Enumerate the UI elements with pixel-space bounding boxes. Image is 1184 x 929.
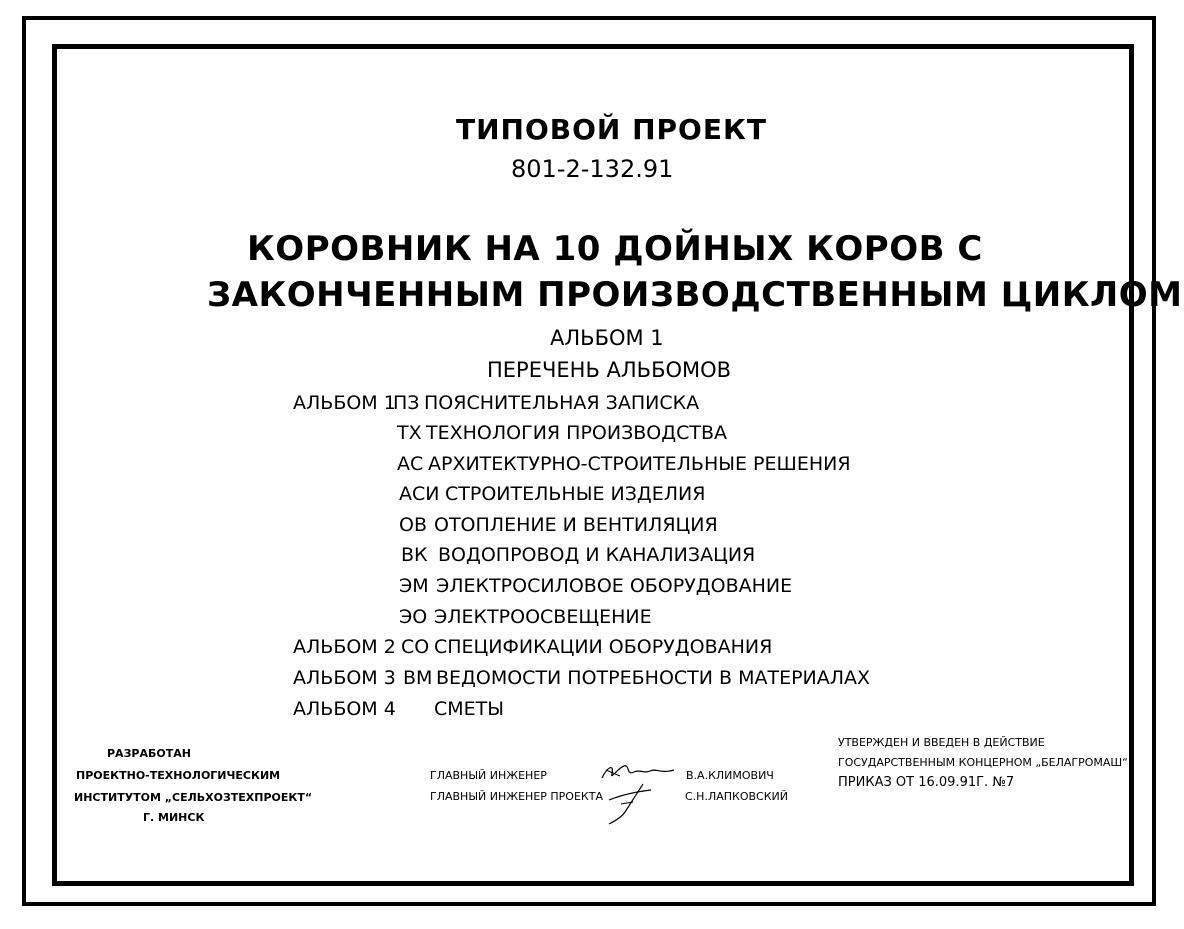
title-line-2: ЗАКОНЧЕННЫМ ПРОИЗВОДСТВЕННЫМ ЦИКЛОМ xyxy=(207,275,1183,315)
developer-line-2: ПРОЕКТНО-ТЕХНОЛОГИЧЕСКИМ xyxy=(76,769,281,782)
list-name: ЭЛЕКТРОСИЛОВОЕ ОБОРУДОВАНИЕ xyxy=(436,575,793,597)
type-project-heading: ТИПОВОЙ ПРОЕКТ xyxy=(456,113,767,146)
list-album: АЛЬБОМ 1 xyxy=(293,392,396,414)
list-name: ВЕДОМОСТИ ПОТРЕБНОСТИ В МАТЕРИАЛАХ xyxy=(436,667,871,689)
signature-2-image xyxy=(603,782,663,828)
list-name: ПОЯСНИТЕЛЬНАЯ ЗАПИСКА xyxy=(424,392,700,414)
list-code: ВМ xyxy=(403,667,433,689)
list-name: ОТОПЛЕНИЕ И ВЕНТИЛЯЦИЯ xyxy=(434,514,718,536)
developer-line-4: Г. МИНСК xyxy=(143,811,205,824)
chief-engineer-name: В.А.КЛИМОВИЧ xyxy=(686,769,774,782)
album-label: АЛЬБОМ 1 xyxy=(550,326,664,350)
list-code: ТХ xyxy=(397,422,422,444)
chief-project-engineer-role: ГЛАВНЫЙ ИНЖЕНЕР ПРОЕКТА xyxy=(430,790,603,803)
list-code: ПЗ xyxy=(393,392,420,414)
list-name: ТЕХНОЛОГИЯ ПРОИЗВОДСТВА xyxy=(426,422,727,444)
chief-project-engineer-name: С.Н.ЛАПКОВСКИЙ xyxy=(685,790,788,803)
list-code: АСИ xyxy=(399,483,440,505)
approval-line-1: УТВЕРЖДЕН И ВВЕДЕН В ДЕЙСТВИЕ xyxy=(838,736,1045,749)
list-code: СО xyxy=(401,636,430,658)
list-code: АС xyxy=(397,453,424,475)
list-album: АЛЬБОМ 3 xyxy=(293,667,396,689)
list-title: ПЕРЕЧЕНЬ АЛЬБОМОВ xyxy=(487,358,732,382)
developer-line-1: РАЗРАБОТАН xyxy=(107,747,191,760)
approval-line-3: ПРИКАЗ ОТ 16.09.91Г. №7 xyxy=(838,775,1015,790)
title-line-1: КОРОВНИК НА 10 ДОЙНЫХ КОРОВ С xyxy=(247,229,983,269)
list-name: СПЕЦИФИКАЦИИ ОБОРУДОВАНИЯ xyxy=(434,636,773,658)
project-code: 801-2-132.91 xyxy=(511,155,674,183)
list-name: АРХИТЕКТУРНО-СТРОИТЕЛЬНЫЕ РЕШЕНИЯ xyxy=(428,453,851,475)
list-code: ОВ xyxy=(399,514,427,536)
developer-line-3: ИНСТИТУТОМ „СЕЛЬХОЗТЕХПРОЕКТ“ xyxy=(74,791,313,804)
list-code: ВК xyxy=(401,544,428,566)
approval-line-2: ГОСУДАРСТВЕННЫМ КОНЦЕРНОМ „БЕЛАГРОМАШ“ xyxy=(838,756,1128,769)
list-name: СТРОИТЕЛЬНЫЕ ИЗДЕЛИЯ xyxy=(445,483,706,505)
list-code: ЭМ xyxy=(399,575,429,597)
list-code: ЭО xyxy=(399,606,428,628)
chief-engineer-role: ГЛАВНЫЙ ИНЖЕНЕР xyxy=(430,769,547,782)
list-name: ЭЛЕКТРООСВЕЩЕНИЕ xyxy=(434,606,652,628)
list-name: СМЕТЫ xyxy=(434,698,505,720)
list-album: АЛЬБОМ 4 xyxy=(293,698,396,720)
list-album: АЛЬБОМ 2 xyxy=(293,636,396,658)
list-name: ВОДОПРОВОД И КАНАЛИЗАЦИЯ xyxy=(438,544,756,566)
